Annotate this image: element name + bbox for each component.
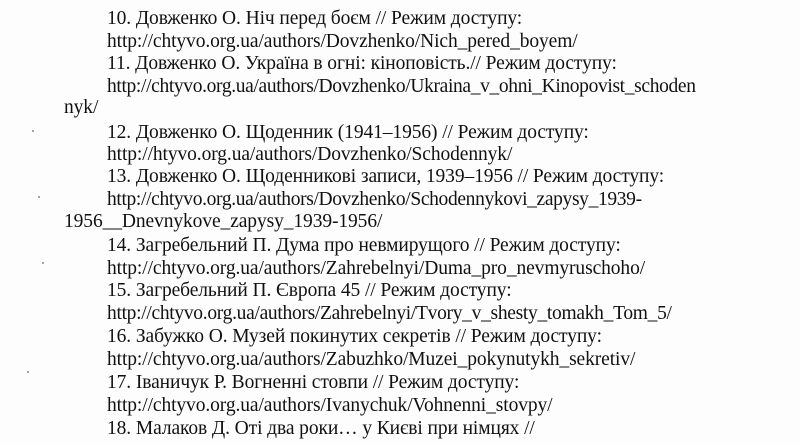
reference-entry-14: 14. Загребельний П. Дума про невмирущого // Режим доступу: [107,235,621,256]
reference-entry-10: 10. Довженко О. Ніч перед боєм // Режим доступу: [107,8,523,29]
reference-entry-16: 16. Забужко О. Музей покинутих секретів // Режим доступу: [107,326,602,347]
reference-url-16: http://chtyvo.org.ua/authors/Zabuzhko/Muzei_pokynutykh_sekretiv/ [107,349,636,370]
reference-url-11-continued: nyk/ [64,97,99,118]
reference-url-10: http://chtyvo.org.ua/authors/Dovzhenko/Nich_pered_boyem/ [107,31,578,52]
reference-url-11: http://chtyvo.org.ua/authors/Dovzhenko/Ukraina_v_ohni_Kinopovist_schoden [107,76,696,97]
reference-url-13: http://chtyvo.org.ua/authors/Dovzhenko/Schodennykovi_zapysy_1939- [107,189,642,210]
reference-url-15: http://chtyvo.org.ua/authors/Zahrebelnyi/Tvory_v_shesty_tomakh_Tom_5/ [107,303,672,324]
scan-speck [27,371,29,373]
scan-speck [38,196,40,198]
reference-entry-18: 18. Малаков Д. Оті два роки… у Києві при німцях // [107,418,535,439]
scan-speck [32,130,34,132]
reference-url-17: http://chtyvo.org.ua/authors/Ivanychuk/Vohnenni_stovpy/ [107,395,553,416]
reference-entry-13: 13. Довженко О. Щоденникові записи, 1939–1956 // Режим доступу: [107,166,665,187]
reference-entry-17: 17. Іваничук Р. Вогненні стовпи // Режим доступу: [107,372,520,393]
reference-entry-15: 15. Загребельний П. Європа 45 // Режим доступу: [107,280,512,301]
reference-url-14: http://chtyvo.org.ua/authors/Zahrebelnyi/Duma_pro_nevmyruschoho/ [107,258,646,279]
reference-entry-12: 12. Довженко О. Щоденник (1941–1956) // Режим доступу: [107,122,589,143]
reference-url-13-continued: 1956__Dnevnykove_zapysy_1939-1956/ [64,211,383,232]
reference-url-12: http://htyvo.org.ua/authors/Dovzhenko/Schodennyk/ [107,144,513,165]
scan-speck [42,262,44,264]
cropped-top-line [290,0,295,5]
reference-entry-11: 11. Довженко О. Україна в огні: кіноповість.// Режим доступу: [107,53,617,74]
